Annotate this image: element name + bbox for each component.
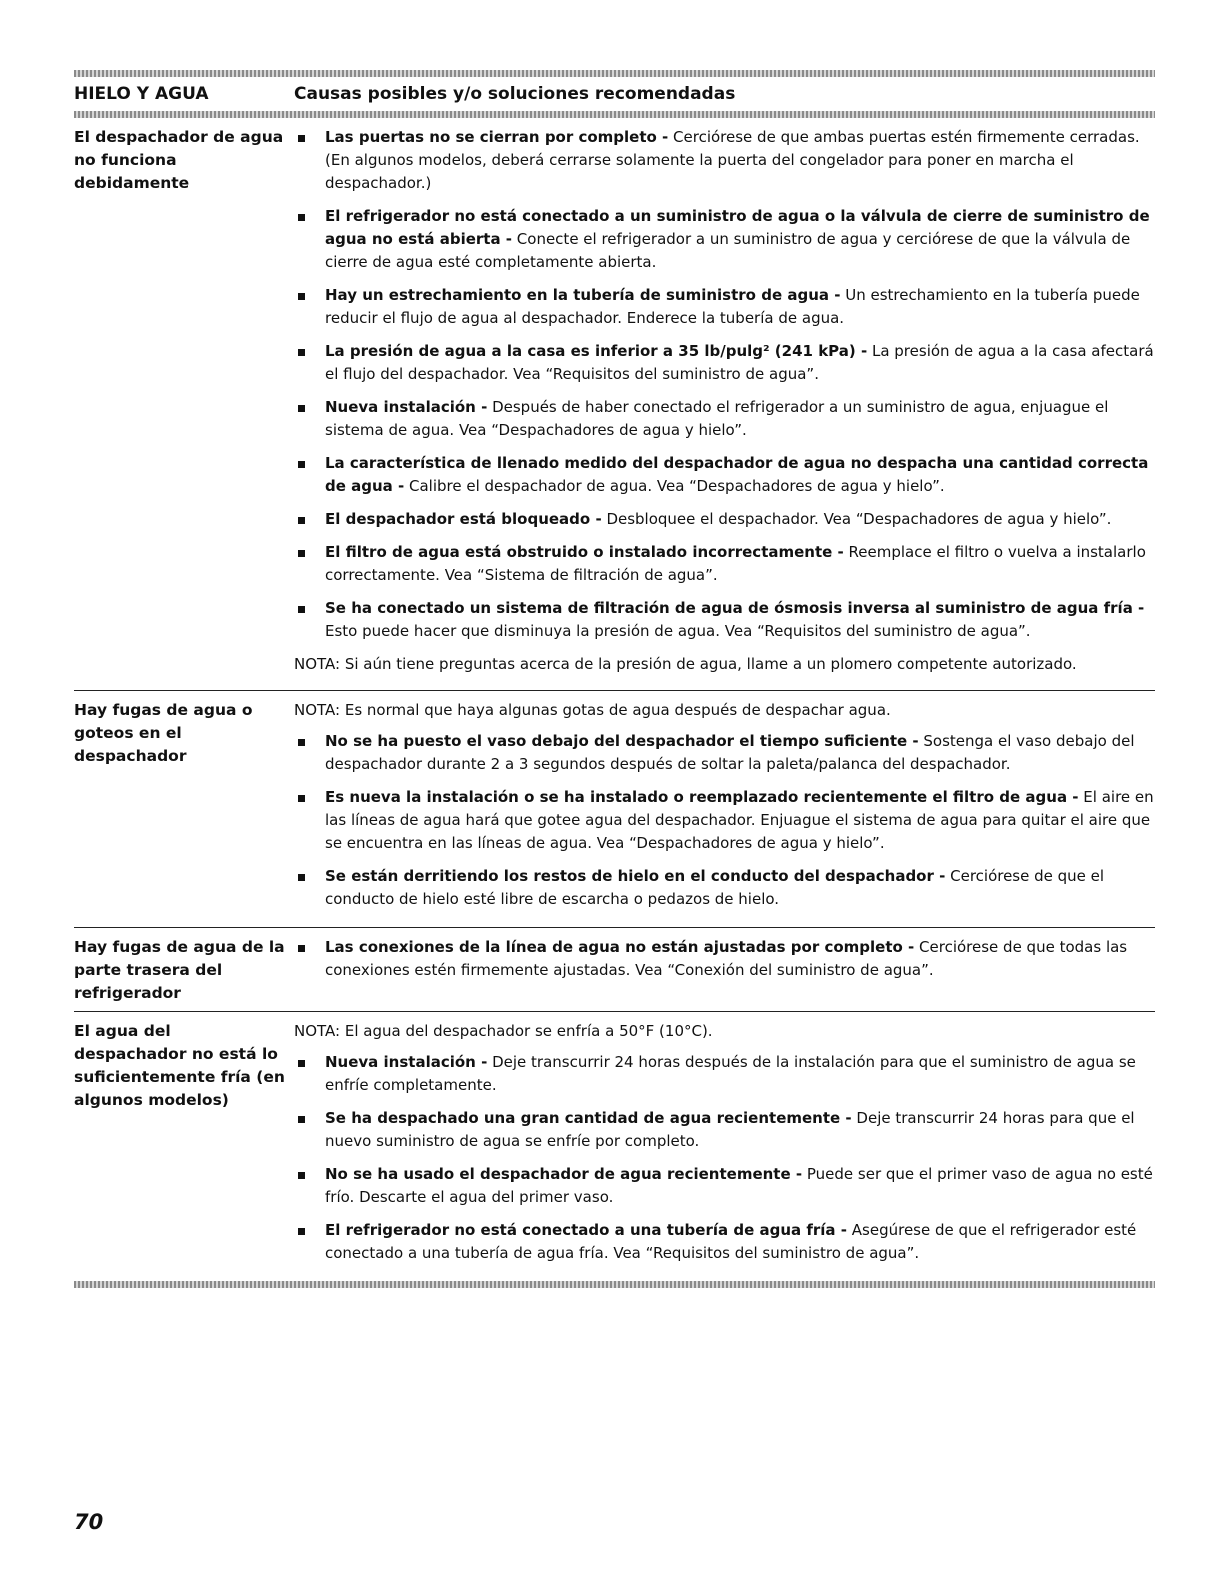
square-bullet-icon — [294, 126, 325, 195]
solution-text: Sostenga el vaso debajo del despachador durante 2 a 3 segundos después de soltar la paleta/palanca del despachador. — [325, 732, 1135, 773]
table-header — [74, 77, 1155, 111]
header-category: HIELO Y AGUA — [74, 84, 209, 104]
note-text: NOTA: El agua del despachador se enfría a 50°F (10°C). — [294, 1022, 713, 1040]
item-text — [325, 786, 1155, 855]
item-text — [325, 1163, 1155, 1209]
list-item — [294, 508, 1155, 531]
cause-label: El refrigerador no está conectado a un suministro de agua o la válvula de cierre de suministro de agua no está abierta - — [325, 207, 1150, 248]
problem-section — [74, 690, 1155, 927]
square-bullet-icon — [294, 865, 325, 911]
problem-section — [74, 1011, 1155, 1281]
note-text: NOTA: Si aún tiene preguntas acerca de la presión de agua, llame a un plomero competente autorizado. — [294, 655, 1077, 673]
square-bullet-icon — [294, 508, 325, 531]
troubleshooting-table — [74, 70, 1155, 1288]
cause-label: La presión de agua a la casa es inferior a 35 lb/pulg² (241 kPa) - — [325, 342, 868, 360]
header-causes: Causas posibles y/o soluciones recomendadas — [294, 84, 736, 104]
solution-text: Cerciórese de que ambas puertas estén firmemente cerradas. (En algunos modelos, deberá cerrarse solamente la puerta del congelador para poner en marcha el despachador.) — [325, 128, 1140, 192]
item-text — [325, 541, 1155, 587]
item-text — [325, 1051, 1155, 1097]
item-text — [325, 205, 1155, 274]
solution-text: La presión de agua a la casa afectará el flujo del despachador. Vea “Requisitos del suministro de agua”. — [325, 342, 1154, 383]
list-item — [294, 1163, 1155, 1209]
solution-text: Deje transcurrir 24 horas después de la instalación para que el suministro de agua se enfríe completamente. — [325, 1053, 1136, 1094]
list-item — [294, 936, 1155, 982]
item-text — [325, 1219, 1155, 1265]
square-bullet-icon — [294, 1051, 325, 1097]
cause-label: Nueva instalación - — [325, 398, 488, 416]
square-bullet-icon — [294, 396, 325, 442]
problem-section — [74, 118, 1155, 690]
cause-label: Es nueva la instalación o se ha instalado o reemplazado recientemente el filtro de agua - — [325, 788, 1079, 806]
problem-title: El despachador de agua no funciona debidamente — [74, 128, 284, 192]
solution-text: Desbloquee el despachador. Vea “Despachadores de agua y hielo”. — [601, 510, 1112, 528]
problem-title: Hay fugas de agua de la parte trasera del refrigerador — [74, 938, 285, 1002]
item-text — [325, 597, 1155, 643]
cause-label: Las conexiones de la línea de agua no están ajustadas por completo - — [325, 938, 915, 956]
list-item — [294, 730, 1155, 776]
solution-text: Calibre el despachador de agua. Vea “Despachadores de agua y hielo”. — [404, 477, 945, 495]
square-bullet-icon — [294, 205, 325, 274]
list-item — [294, 1051, 1155, 1097]
item-text — [325, 865, 1155, 911]
cause-label: Nueva instalación - — [325, 1053, 488, 1071]
item-text — [325, 730, 1155, 776]
solutions-column — [294, 126, 1155, 684]
solution-text: Cerciórese de que el conducto de hielo esté libre de escarcha o pedazos de hielo. — [325, 867, 1105, 908]
solution-text: Deje transcurrir 24 horas para que el nuevo suministro de agua se enfríe por completo. — [325, 1109, 1135, 1150]
list-item — [294, 340, 1155, 386]
page-number: 70 — [74, 1510, 104, 1534]
square-bullet-icon — [294, 340, 325, 386]
item-text — [325, 340, 1155, 386]
item-text — [325, 396, 1155, 442]
square-bullet-icon — [294, 936, 325, 982]
cause-label: Se están derritiendo los restos de hielo en el conducto del despachador - — [325, 867, 946, 885]
item-text — [325, 1107, 1155, 1153]
cause-label: Las puertas no se cierran por completo - — [325, 128, 669, 146]
cause-label: El filtro de agua está obstruido o instalado incorrectamente - — [325, 543, 844, 561]
square-bullet-icon — [294, 1163, 325, 1209]
solution-text: Esto puede hacer que disminuya la presión de agua. Vea “Requisitos del suministro de agua”. — [325, 622, 1031, 640]
header-dotted-rule — [74, 111, 1155, 118]
solution-text: El aire en las líneas de agua hará que gotee agua del despachador. Enjuague el sistema de agua para quitar el aire que se encuentra en las líneas de agua. Vea “Despachadores de agua y hielo”. — [325, 788, 1154, 852]
problem-section — [74, 927, 1155, 1011]
item-text — [325, 452, 1155, 498]
solution-text: Cerciórese de que todas las conexiones estén firmemente ajustadas. Vea “Conexión del suministro de agua”. — [325, 938, 1128, 979]
solution-text: Asegúrese de que el refrigerador esté conectado a una tubería de agua fría. Vea “Requisitos del suministro de agua”. — [325, 1221, 1137, 1262]
square-bullet-icon — [294, 1219, 325, 1265]
cause-label: La característica de llenado medido del despachador de agua no despacha una cantidad correcta de agua - — [325, 454, 1149, 495]
note-text: NOTA: Es normal que haya algunas gotas de agua después de despachar agua. — [294, 701, 891, 719]
item-text — [325, 936, 1155, 982]
item-text — [325, 284, 1155, 330]
list-item — [294, 284, 1155, 330]
square-bullet-icon — [294, 1107, 325, 1153]
item-text — [325, 508, 1155, 531]
solution-text: Un estrechamiento en la tubería puede reducir el flujo de agua al despachador. Enderece la tubería de agua. — [325, 286, 1140, 327]
item-text — [325, 126, 1155, 195]
cause-label: Se ha despachado una gran cantidad de agua recientemente - — [325, 1109, 852, 1127]
square-bullet-icon — [294, 541, 325, 587]
cause-label: Hay un estrechamiento en la tubería de suministro de agua - — [325, 286, 841, 304]
list-item — [294, 205, 1155, 274]
list-item — [294, 396, 1155, 442]
list-item — [294, 786, 1155, 855]
square-bullet-icon — [294, 730, 325, 776]
square-bullet-icon — [294, 597, 325, 643]
solution-text: Conecte el refrigerador a un suministro de agua y cerciórese de que la válvula de cierre de agua esté completamente abierta. — [325, 230, 1131, 271]
list-item — [294, 597, 1155, 643]
solution-text: Puede ser que el primer vaso de agua no esté frío. Descarte el agua del primer vaso. — [325, 1165, 1153, 1206]
problem-title: El agua del despachador no está lo suficientemente fría (en algunos modelos) — [74, 1022, 285, 1109]
list-item — [294, 541, 1155, 587]
square-bullet-icon — [294, 786, 325, 855]
top-dotted-rule — [74, 70, 1155, 77]
sections-container — [74, 118, 1155, 1281]
solutions-column — [294, 699, 1155, 921]
problem-title: Hay fugas de agua o goteos en el despachador — [74, 701, 253, 765]
cause-label: No se ha usado el despachador de agua recientemente - — [325, 1165, 803, 1183]
cause-label: Se ha conectado un sistema de filtración de agua de ósmosis inversa al suministro de agua fría - — [325, 599, 1145, 617]
cause-label: El despachador está bloqueado - — [325, 510, 602, 528]
list-item — [294, 1219, 1155, 1265]
solution-text: Después de haber conectado el refrigerador a un suministro de agua, enjuague el sistema de agua. Vea “Despachadores de agua y hielo”. — [325, 398, 1109, 439]
cause-label: No se ha puesto el vaso debajo del despachador el tiempo suficiente - — [325, 732, 919, 750]
list-item — [294, 452, 1155, 498]
list-item — [294, 865, 1155, 911]
square-bullet-icon — [294, 452, 325, 498]
list-item — [294, 1107, 1155, 1153]
list-item — [294, 126, 1155, 195]
solution-text: Reemplace el filtro o vuelva a instalarlo correctamente. Vea “Sistema de filtración de agua”. — [325, 543, 1146, 584]
solutions-column — [294, 1020, 1155, 1275]
bottom-dotted-rule — [74, 1281, 1155, 1288]
cause-label: El refrigerador no está conectado a una tubería de agua fría - — [325, 1221, 847, 1239]
solutions-column — [294, 936, 1155, 1005]
square-bullet-icon — [294, 284, 325, 330]
